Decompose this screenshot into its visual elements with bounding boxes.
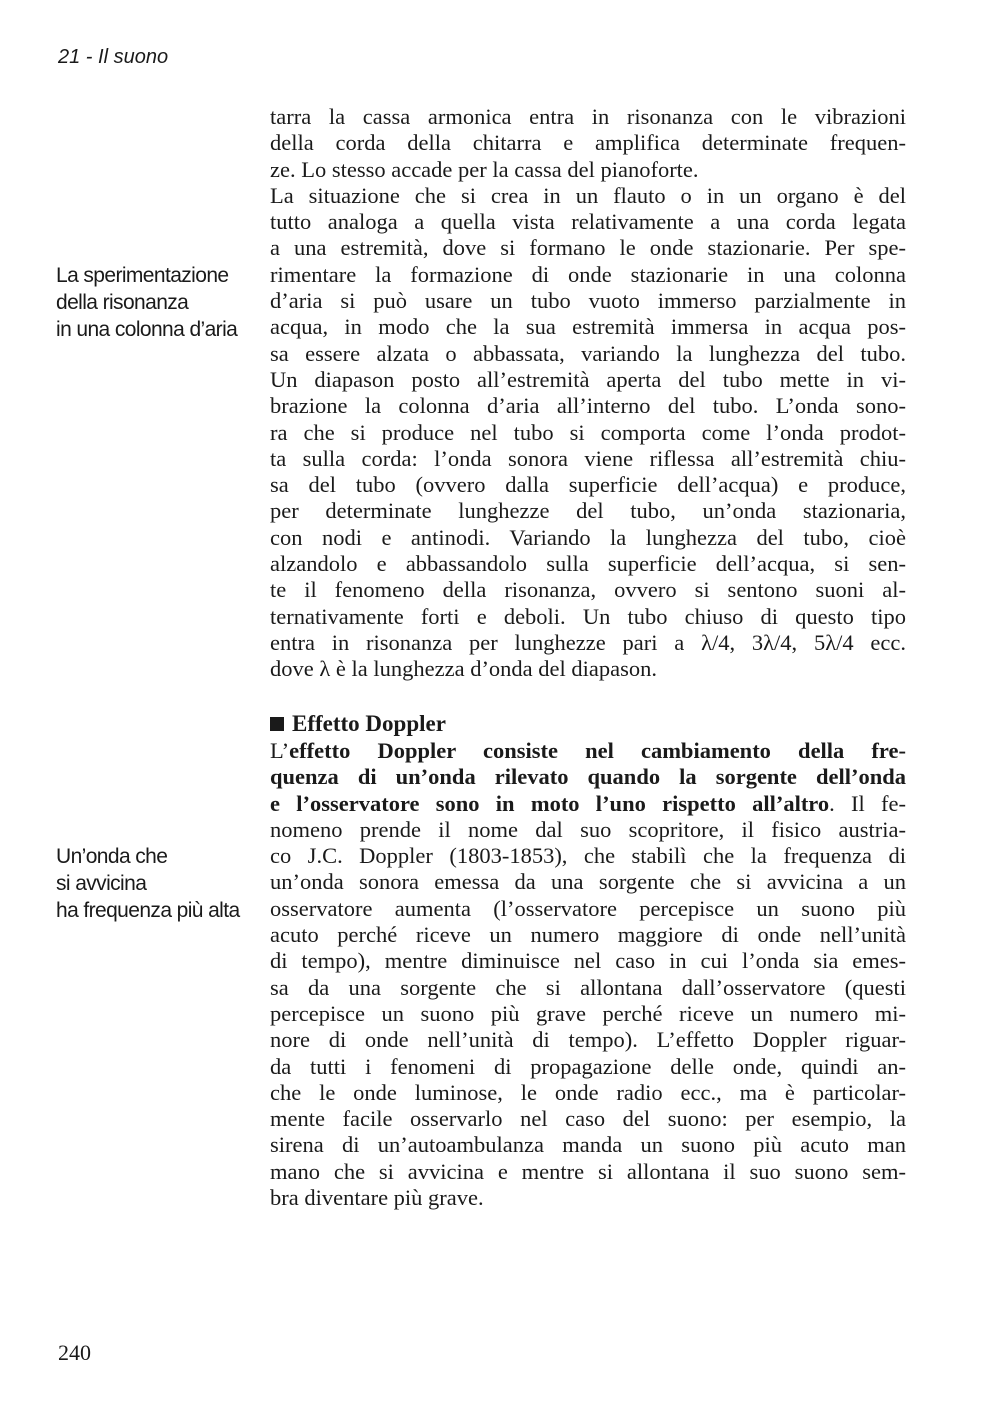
margin-note-line: della risonanza [56,291,189,314]
text-line: ta sulla corda: l’onda sonora viene riflessa all’estremità chiu- [270,445,906,471]
text-line: bra diventare più grave. [270,1185,484,1211]
text-line [270,764,906,790]
text-line: osservatore aumenta (l’osservatore percepisce un suono più [270,895,906,921]
text-line: della corda della chitarra e amplifica determinate frequen- [270,130,906,156]
text-line: co J.C. Doppler (1803-1853), che stabilì che la frequenza di [270,843,906,869]
text-line: ze. Lo stesso accade per la cassa del pianoforte. [270,156,699,182]
text-line: che le onde luminose, le onde radio ecc., ma è particolar- [270,1079,906,1105]
body-text-section-2 [270,738,906,1211]
margin-note-doppler [56,843,266,924]
margin-note-line: Un’onda che [56,845,168,868]
text-line: alzandolo e abbassandolo sulla superficie dell’acqua, si sen- [270,551,906,577]
margin-note-line: La sperimentazione [56,264,229,287]
text-line: Un diapason posto all’estremità aperta del tubo mette in vi- [270,366,906,392]
text-line: nore di onde nell’unità di tempo). L’effetto Doppler riguar- [270,1027,906,1053]
text-line: nomeno prende il nome dal suo scopritore, il fisico austria- [270,816,906,842]
text-line: tarra la cassa armonica entra in risonanza con le vibrazioni [270,104,906,129]
text-line: tutto analoga a quella vista relativamente a una corda legata [270,209,906,235]
definition-text: effetto Doppler consiste nel cambiamento della fre- [289,738,906,763]
text-line: sa da una sorgente che si allontana dall’osservatore (questi [270,974,906,1000]
square-bullet-icon [270,717,284,731]
margin-note-resonance [56,262,266,343]
text-line: dove λ è la lunghezza d’onda del diapason. [270,656,658,682]
text-line: di tempo), mentre diminuisce nel caso in cui l’onda sia emes- [270,948,906,974]
text-line: da tutti i fenomeni di propagazione delle onde, quindi an- [270,1053,906,1079]
text-line: sirena di un’autoambulanza manda un suono più acuto man [270,1132,906,1158]
definition-text: quenza di un’onda rilevato quando la sorgente dell’onda [270,764,906,790]
text-line: entra in risonanza per lunghezze pari a λ/4, 3λ/4, 5λ/4 ecc. [270,629,906,655]
text-line: ra che si produce nel tubo si comporta come l’onda prodot- [270,419,906,445]
text-line: te il fenomeno della risonanza, ovvero si sentono suoni al- [270,577,906,603]
text-line: percepisce un suono più grave perché riceve un numero mi- [270,1000,906,1026]
text-line: sa del tubo (ovvero dalla superficie dell’acqua) e produce, [270,472,906,498]
text-line: acuto perché riceve un numero maggiore di onde nell’unità [270,922,906,948]
text-line: con nodi e antinodi. Variando la lunghezza del tubo, cioè [270,524,906,550]
text-fragment: L’ [270,738,290,763]
text-line: d’aria si può usare un tubo vuoto immerso parzialmente in [270,288,906,314]
text-line: rimentare la formazione di onde stazionarie in una colonna [270,261,906,287]
margin-note-line: si avvicina [56,872,147,895]
margin-note-line: in una colonna d’aria [56,318,238,341]
margin-note-line: ha frequenza più alta [56,899,240,922]
body-text-section-1 [270,104,906,683]
text-line: brazione la colonna d’aria all’interno del tubo. L’onda sono- [270,393,906,419]
page-number: 240 [58,1340,91,1365]
text-line: mano che si avvicina e mentre si allontana il suo suono sem- [270,1158,906,1184]
text-line: a una estremità, dove si formano le onde stazionarie. Per spe- [270,235,906,261]
running-head: 21 - Il suono [58,46,169,68]
text-line: sa essere alzata o abbassata, variando la lunghezza del tubo. [270,340,906,366]
section-heading [270,711,446,737]
section-heading-text: Effetto Doppler [292,711,446,736]
text-line [270,791,906,817]
text-line: ternativamente forti e deboli. Un tubo chiuso di questo tipo [270,603,906,629]
text-line: per determinate lunghezze del tubo, un’onda stazionaria, [270,498,906,524]
text-line: acqua, in modo che la sua estremità immersa in acqua pos- [270,314,906,340]
text-fragment: . Il fe- [829,790,906,816]
text-line: un’onda sonora emessa da una sorgente che si avvicina a un [270,869,906,895]
text-line: La situazione che si crea in un flauto o in un organo è del [270,182,906,208]
definition-text: e l’osservatore sono in moto l’uno rispetto all’altro [270,790,830,816]
text-line [270,738,906,764]
text-line: mente facile osservarlo nel caso del suono: per esempio, la [270,1106,906,1132]
